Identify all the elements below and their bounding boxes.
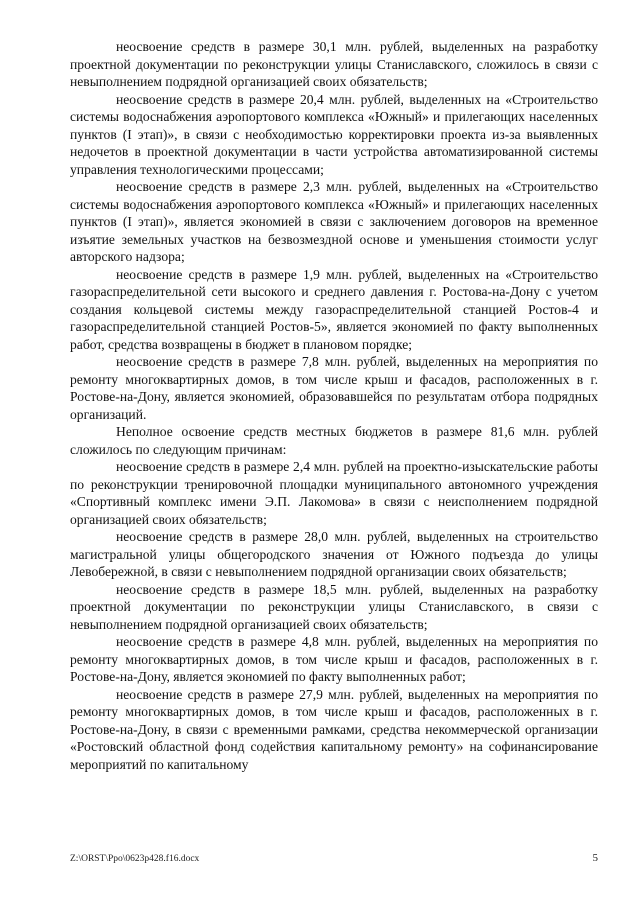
- paragraph-7: неосвоение средств в размере 2,4 млн. рублей на проектно-изыскательские работы по реконструкции тренировочной площадки муниципального автономного учреждения «Спортивный комплекс имени Э.П. Лакомова» в связи с неисполнением подрядной организацией своих обязательств;: [70, 459, 598, 527]
- paragraph-4: неосвоение средств в размере 1,9 млн. рублей, выделенных на «Строительство газораспределительной сети высокого и среднего давления г. Ростова-на-Дону с учетом создания кольцевой системы между газораспределительной станцией Ростов-4 и газораспределительной станцией Ростов-5», является экономией по факту выполненных работ, средства возвращены в бюджет в плановом порядке;: [70, 266, 598, 352]
- document-body: [70, 38, 598, 773]
- paragraph-8: неосвоение средств в размере 28,0 млн. рублей, выделенных на строительство магистральной улицы общегородского значения от Южного подъезда до улицы Левобережной, в связи с невыполнением подрядной организации своих обязательств;: [70, 529, 598, 579]
- paragraph-1: неосвоение средств в размере 30,1 млн. рублей, выделенных на разработку проектной документации по реконструкции улицы Станиславского, сложилось в связи с невыполнением подрядной организацией своих обязательств;: [70, 39, 598, 89]
- paragraph-2: неосвоение средств в размере 20,4 млн. рублей, выделенных на «Строительство системы водоснабжения аэропортового комплекса «Южный» и прилегающих населенных пунктов (I этап)», в связи с необходимостью корректировки проекта из-за выявленных недочетов в проектной документации в части устройства автоматизированной системы управления технологическими процессами;: [70, 91, 598, 177]
- paragraph-10: неосвоение средств в размере 4,8 млн. рублей, выделенных на мероприятия по ремонту многоквартирных домов, в том числе крыш и фасадов, расположенных в г. Ростове-на-Дону, является экономией по факту выполненных работ;: [70, 634, 598, 684]
- paragraph-6: Неполное освоение средств местных бюджетов в размере 81,6 млн. рублей сложилось по следующим причинам:: [70, 424, 598, 457]
- paragraph-3: неосвоение средств в размере 2,3 млн. рублей, выделенных на «Строительство системы водоснабжения аэропортового комплекса «Южный» и прилегающих населенных пунктов (I этап)», является экономией в связи с заключением договоров на временное изъятие земельных участков на безвозмездной основе и уменьшения стоимости услуг авторского надзора;: [70, 179, 598, 264]
- footer-page-number: 5: [592, 852, 598, 864]
- footer-file-path: Z:\ORST\Ppo\0623p428.f16.docx: [70, 854, 200, 864]
- paragraph-11: неосвоение средств в размере 27,9 млн. рублей, выделенных на мероприятия по ремонту многоквартирных домов, в том числе крыш и фасадов, расположенных в г. Ростове-на-Дону, в связи с временными рамками, средства некоммерческой организации «Ростовский областной фонд содействия капитальному ремонту» на софинансирование мероприятий по капитальному: [70, 686, 598, 772]
- paragraph-5: неосвоение средств в размере 7,8 млн. рублей, выделенных на мероприятия по ремонту многоквартирных домов, в том числе крыш и фасадов, расположенных в г. Ростове-на-Дону, является экономией, образовавшейся по результатам отбора подрядных организаций.: [70, 354, 598, 422]
- paragraph-9: неосвоение средств в размере 18,5 млн. рублей, выделенных на разработку проектной документации по реконструкции улицы Станиславского, в связи с невыполнением подрядной организацией своих обязательств;: [70, 581, 598, 632]
